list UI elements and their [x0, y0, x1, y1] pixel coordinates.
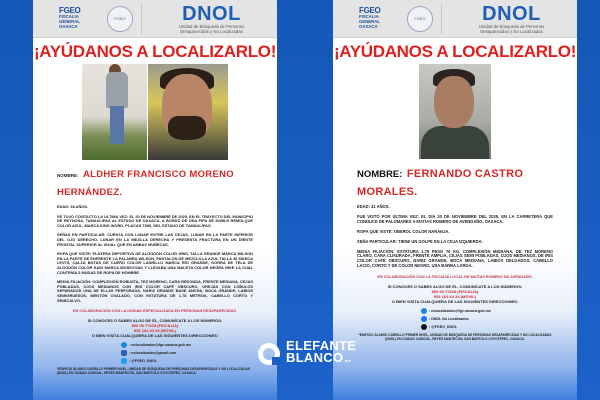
last-seen: SE TUVO CONTACTO LA ULTIMA VEZ: EL 20 DE NOVIEMBRE DE 2025, EN EL TRAYECTO DEL MUNICIPIO DE REYNOSA, TAMAULIPAS AL ESTADO DE OAXACA, A BORDO DE UNA PIPA DE DOBLE REMOLQUE COLOR AZUL, MARCA KING WORD, PLACAS T890, DEL ESTADO DE TAMAULIPAS.: [57, 213, 253, 228]
clothing: ROPA QUE VISTE: OBEROL COLOR NARANJA.: [357, 228, 450, 234]
dnol-logo: [142, 4, 277, 34]
seal-text: FGEO: [114, 16, 126, 21]
web-icon: [121, 342, 127, 348]
contact-block: [333, 284, 577, 304]
last-seen: FUE VISTO POR ÚLTIMA VEZ: EL DÍA 20 DE NOVIEMBRE DEL 2025, EN LA CARRETERA QUE CONDUCE DE PALOMARES A MATÍAS ROMERO DE AVENDAÑO, OAXACA.: [357, 213, 553, 224]
photos: [333, 64, 577, 159]
dnol-subtitle: Unidad de Búsqueda de Personas: [178, 23, 245, 29]
name-label: NOMBRE:: [57, 173, 79, 178]
dnol-title: DNOL: [482, 2, 541, 25]
watermark-suffix: .mx: [343, 358, 352, 363]
contact-links: [33, 341, 277, 365]
headline: ¡AYÚDANOS A LOCALIZARLO!: [33, 42, 277, 61]
fgeo-line: FISCALIA: [359, 14, 379, 20]
collaboration-note: EN COLABORACIÓN CON LA FISCALÍA LOCAL DE MATÍAS ROMERO DE AVENDAÑO.: [377, 275, 533, 280]
poster-header: [33, 0, 277, 38]
link-text: : nolocalizados@fge.oaxaca.gob.mx: [429, 309, 491, 314]
link-twitter: [121, 357, 277, 365]
physical-description: MEDIA FILIACIÓN: COMPLEXIÓN ROBUSTA, TEZ MORENO, CARA REDONDA, FRENTE MEDIANA, CEJAS POBLADAS, OJOS MEDIANOS CON IRIS COLOR CAFÉ OBSCURO, OREJAS CON LÓBULOS SEPARADOS UNA DE ELLAS PERFORADA, NARIZ GRANDE BASE ANCHA, BOCA GRANDE, LABIOS SEMIGRUESOS, MENTÓN OVALADO, CON ESTATURA DE 1.78 METROS, CABELLO CORTO Y SEMICALVO.: [57, 279, 253, 303]
person-name: ALDHER FRANCISCO MORENO HERNÁNDEZ.: [57, 169, 234, 198]
dnol-title: DNOL: [182, 2, 241, 25]
fgeo-line: FISCALIA: [59, 14, 79, 20]
mail-icon: [121, 350, 127, 356]
link-facebook: [421, 315, 577, 323]
fgeo-logo: [333, 7, 395, 29]
dnol-logo: [442, 4, 577, 34]
visit-note: O BIEN VISITA CUALQUIERA DE LAS SIGUIENTES DIRECCIONES:: [91, 333, 219, 339]
headline: ¡AYÚDANOS A LOCALIZARLO!: [333, 42, 577, 61]
dnol-subtitle: Desaparecidas y No Localizadas: [480, 28, 543, 34]
dnol-subtitle: Unidad de Búsqueda de Personas: [478, 23, 545, 29]
fgeo-logo-text: FGEO: [59, 6, 81, 16]
physical-description: MEDIA FILIACIÓN: ESTATURA 1.78 PESO 70 KG. COMPLEXIÓN MEDIANA, DE TEZ MORENO CLARO, CARA CUADRADA, FRENTE AMPLIA, CEJAS SEMI POBLADAS, OJOS MEDIANOS, DE IRIS COLOR CAFÉ OBSCURO, NARIZ GRANDE, BOCA MEDIANA, LABIOS DELGADOS, CABELLO LACIO, CORTO Y DE COLOR NEGRO, USA BARBA LARGA.: [357, 248, 553, 269]
link-web: [121, 341, 277, 349]
link-text: : @FGEO_DNOL: [129, 359, 158, 364]
phone-mobile: 951 164 64 34 (MÓVIL): [133, 328, 177, 334]
visit-note: O BIEN VISITA CUALQUIERA DE LAS SIGUIENTES DIRECCIONES:: [391, 299, 519, 305]
distinguishing-marks: SEÑAS EN PARTICULAR: CUENTA CON LUNAR ENTRE LAS CEJAS, LUNAR EN LA PARTE INFERIOR DEL OJO DERECHO, LUNAR EN LA MEJILLA DERECHA Y PRESENTA FRACTURA EN UN DIENTE FRONTAL SUPERIOR AL IGUAL QUE EN AMBAS MUÑECAS.: [57, 232, 253, 247]
age: EDAD: 38 AÑOS.: [57, 204, 88, 209]
elefante-blanco-logo-icon: [258, 343, 280, 365]
poster-header: [333, 0, 577, 38]
x-icon: [421, 324, 427, 330]
elefante-blanco-watermark: [258, 340, 356, 367]
twitter-icon: [121, 358, 127, 364]
contact-block: [33, 318, 277, 338]
fgeo-line: OAXACA: [359, 23, 378, 29]
phone-mobile: 951 164 64 34 (MÓVIL): [433, 294, 477, 300]
seal-text: FGEO: [414, 16, 426, 21]
address-footer: *EDIFICIO ÁLVARO CARRILLO PRIMER NIVEL, UNIDAD DE BÚSQUEDA DE PERSONAS DESAPARECIDAS Y NO LOCALIZADAS (DNOL) EN CIUDAD JUDICIAL, REYES MANTECÓN, SAN BARTOLO COYOTEPEC, OAXACA.: [57, 367, 250, 376]
link-text: : @FGEO_DNOL: [429, 325, 458, 330]
link-text: : DNOL No Localizados: [429, 317, 469, 322]
phone-fiscalia: 800 00 77628 (FISCALÍA): [131, 323, 179, 329]
fgeo-logo-text: FGEO: [359, 6, 381, 16]
seal-icon: [107, 6, 133, 32]
fgeo-logo: [33, 7, 95, 29]
photos: [33, 64, 277, 159]
collaboration-note: EN COLABORACIÓN CON LA UNIDAD ESPECIALIZADA EN PERSONAS DESAPARECIDAS.: [73, 309, 237, 314]
contact-intro: SI CONOCES O SABES ALGO DE ÉL, COMUNÍCATE A LOS NÚMEROS:: [87, 318, 223, 324]
name-label: NOMBRE:: [357, 169, 403, 180]
watermark-text: [286, 340, 356, 367]
person-name: FERNANDO CASTRO MORALES.: [357, 168, 524, 198]
contact-links: [333, 307, 577, 331]
link-web: [421, 307, 577, 315]
clothing: ROPA QUE VISTE: PLAYERA DEPORTIVA DE ALGODÓN COLOR GRIS, TALLA GRANDE MARCA WILSON EN LA PARTE DE ENFRENTE LA PALABRA WILSON, PANTALON DE MEZCLILLA AZUL TALLA 36 MARCA LEVI'S, CALZA BOTAS DE CUERO COLOR LADRILLO MARCA RÍO GRANDE, GORRA DE TELA DE ALGODÓN COLOR KAKI MARCA MOSSYOAK Y LLEVABA UNA MALETA COLOR NEGRA NIKE LA CUAL CONTENÍA 3 MUDAS DE ROPA DE HOMBRE.: [57, 251, 253, 275]
name-block: [333, 164, 577, 200]
missing-person-poster-1: [33, 0, 277, 400]
photo-face: [148, 64, 228, 160]
dnol-subtitle: Desaparecidas y No Localizadas: [180, 28, 243, 34]
missing-person-poster-2: [333, 0, 577, 400]
watermark-line1: ELEFANTE: [286, 338, 357, 353]
photo-full-body: [82, 64, 147, 160]
seal-icon: [407, 6, 433, 32]
phone-fiscalia: 800 00 77628 (FISCALÍA): [431, 289, 479, 295]
photo-face: [419, 64, 491, 159]
fgeo-line: OAXACA: [59, 23, 78, 29]
contact-intro: SI CONOCES O SABES ALGO DE ÉL, COMUNÍCATE A LOS NÚMEROS:: [387, 284, 523, 290]
facebook-icon: [421, 316, 427, 322]
name-block: [33, 164, 277, 200]
distinguishing-marks: SEÑA PARTICULAR: TIENE UN GOLPE EN LA CEJA IZQUIERDA.: [357, 238, 483, 244]
web-icon: [421, 308, 427, 314]
fgeo-line: GENERAL: [59, 19, 81, 25]
link-text: : noloculizados@fge.oaxaca.gob.mx: [129, 343, 192, 348]
link-x: [421, 323, 577, 331]
address-footer: *EDIFICIO ÁLVARO CARRILLO PRIMER NIVEL, UNIDAD DE BÚSQUEDA DE PERSONAS DESAPARECIDAS Y NO LOCALIZADAS (DNOL) EN CIUDAD JUDICIAL, REYES MANTECÓN, SAN BARTOLO COYOTEPEC, OAXACA.: [358, 333, 552, 342]
link-mail: [121, 349, 277, 357]
fgeo-line: GENERAL: [359, 19, 381, 25]
age: EDAD: 41 AÑOS.: [357, 204, 390, 209]
link-text: : nolocalizados@gmail.com: [129, 351, 177, 356]
watermark-line2: BLANCO: [286, 350, 344, 365]
